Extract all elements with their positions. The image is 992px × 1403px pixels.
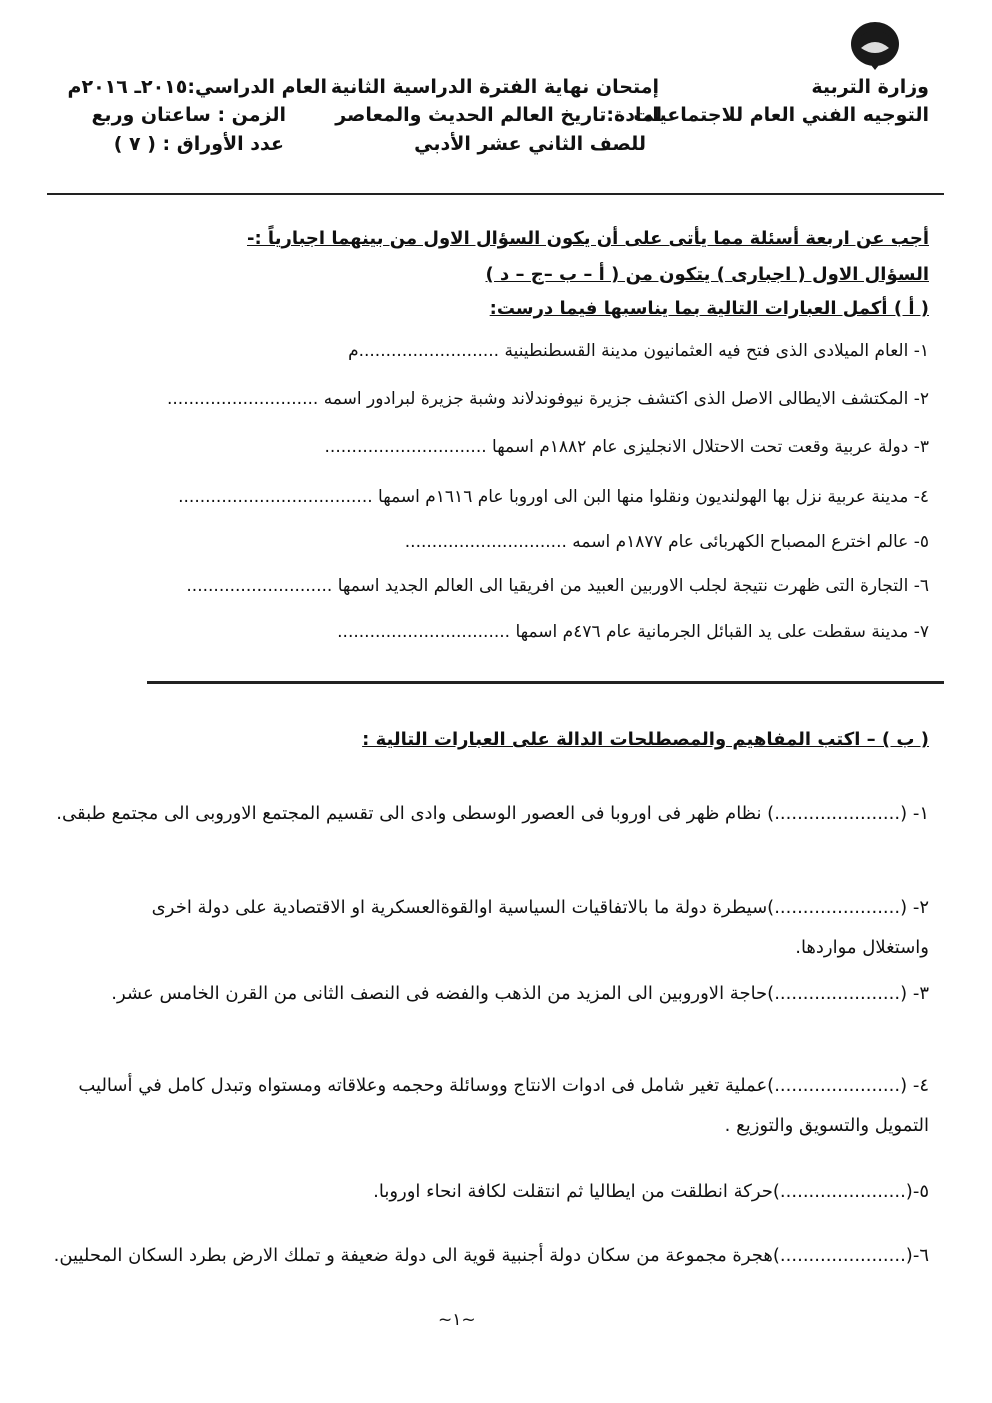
header-divider: [47, 193, 944, 195]
part-a-item-4: ٤- مدينة عربية نزل بها الهولنديون ونقلوا منها البن الى اوروبا عام ١٦١٦م اسمها ....................................: [178, 487, 929, 507]
section-divider: [147, 681, 944, 684]
part-a-item-2: ٢- المكتشف الايطالى الاصل الذى اكتشف جزيرة نيوفوندلاند وشبة جزيرة لبرادور اسمه ............................: [166, 389, 929, 409]
question1-title: السؤال الاول ( اجبارى ) يتكون من ( أ – ب –ج – د ): [485, 264, 929, 285]
page-count: عدد الأوراق : ( ٧ ): [113, 133, 284, 155]
part-a-item-5: ٥- عالم اخترع المصباح الكهربائى عام ١٨٧٧م اسمه ..............................: [404, 532, 929, 552]
academic-year: العام الدراسي:٢٠١٥ـ ٢٠١٦م: [67, 76, 327, 98]
ministry-name: وزارة التربية: [811, 76, 929, 98]
part-a-item-6: ٦- التجارة التى ظهرت نتيجة لجلب الاوربين العبيد من افريقيا الى العالم الجديد اسمها ...........................: [186, 576, 929, 596]
part-b-item-2: ٢- (......................)سيطرة دولة ما بالاتفاقيات السياسية اوالقوةالعسكرية او الاقتصادية على دولة اخرى واستغلال مواردها.: [151, 897, 929, 958]
ministry-emblem-icon: [843, 14, 907, 72]
exam-title: إمتحان نهاية الفترة الدراسية الثانية: [330, 76, 659, 98]
part-a-title: ( أ ) أكمل العبارات التالية بما يناسبها فيما درست:: [489, 298, 929, 319]
part-b-item-1: ١- (......................) نظام ظهر فى اوروبا فى العصور الوسطى وادى الى تقسيم المجتمع الاوروبى الى مجتمع طبقى.: [56, 803, 929, 824]
part-a-item-3: ٣- دولة عربية وقعت تحت الاحتلال الانجليزى عام ١٨٨٢م اسمها ..............................: [324, 437, 929, 457]
part-a-item-1: ١- العام الميلادى الذى فتح فيه العثمانيون مدينة القسطنطينية ..........................م: [348, 341, 929, 361]
instructions: أجب عن اربعة أسئلة مما يأتى على أن يكون السؤال الاول من بينهما اجبارياً :-: [247, 228, 929, 249]
directorate-name: التوجيه الفني العام للاجتماعيات: [633, 104, 929, 126]
exam-time: الزمن : ساعتان وربع: [91, 104, 286, 126]
part-a-item-7: ٧- مدينة سقطت على يد القبائل الجرمانية عام ٤٧٦م اسمها ................................: [337, 622, 929, 642]
part-b-item-3: ٣- (......................)حاجة الاوروبين الى المزيد من الذهب والفضه فى النصف الثانى من القرن الخامس عشر.: [111, 983, 929, 1004]
part-b-item-5: ٥-(......................)حركة انطلقت من ايطاليا ثم انتقلت لكافة انحاء اوروبا.: [373, 1181, 929, 1202]
grade-name: للصف الثاني عشر الأدبي: [414, 133, 646, 155]
part-b-item-6: ٦-(......................)هجرة مجموعة من سكان دولة أجنبية قوية الى دولة ضعيفة و تملك الارض بطرد السكان المحليين.: [53, 1245, 929, 1266]
part-b-title: ( ب ) – اكتب المفاهيم والمصطلحات الدالة على العبارات التالية :: [362, 729, 929, 750]
page-number: ~١~: [438, 1310, 476, 1330]
subject-name: لمادة:تاريخ العالم الحديث والمعاصر: [335, 104, 662, 126]
part-b-item-4: ٤- (......................)عملية تغير شامل فى ادوات الانتاج ووسائلة وحجمه وعلاقاته ومستواه وتبدل كامل في أساليب التمويل والتسويق والتوزيع .: [78, 1075, 929, 1136]
